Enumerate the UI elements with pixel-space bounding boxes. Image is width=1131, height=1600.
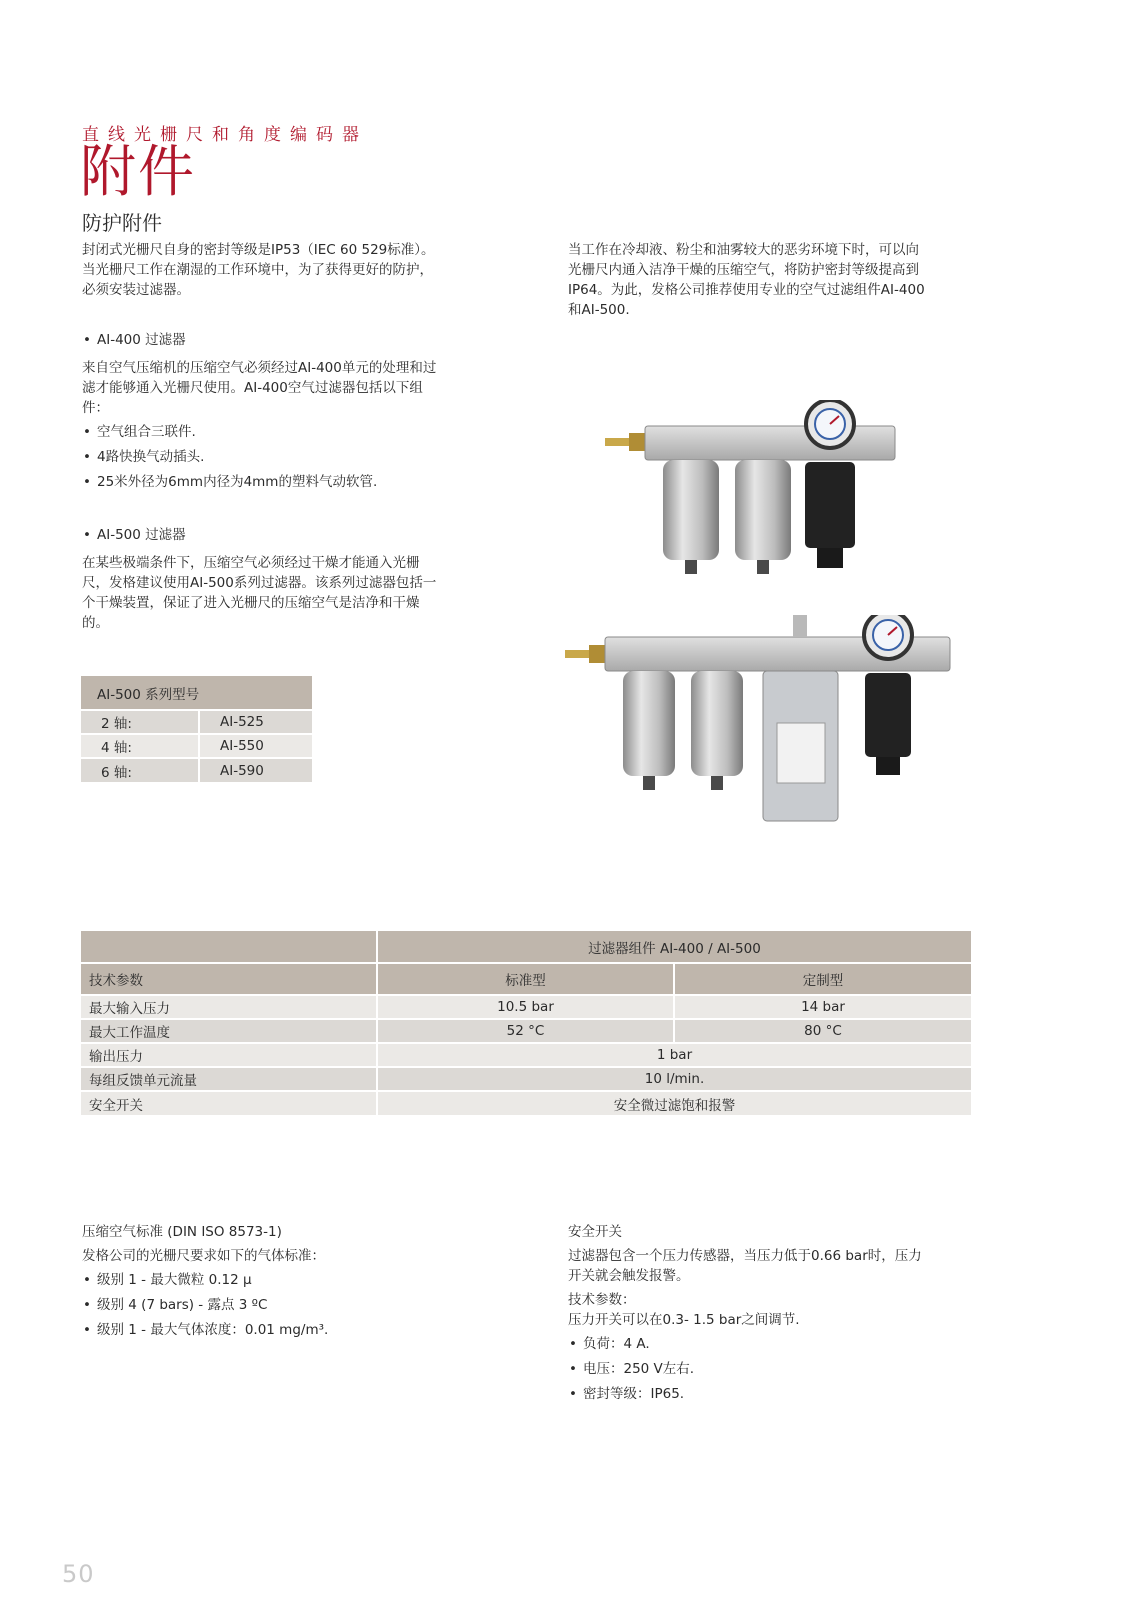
intro-left-line: 当光栅尺工作在潮湿的工作环境中，为了获得更好的防护， bbox=[82, 262, 433, 278]
spec-group-header: 过滤器组件 AI-400 / AI-500 bbox=[377, 931, 971, 963]
series-table-title: AI-500 系列型号 bbox=[81, 676, 312, 710]
page-number: 50 bbox=[62, 1560, 95, 1588]
safety-switch-item: • 电压：250 V左右. bbox=[568, 1359, 988, 1379]
ai400-desc-line: 件： bbox=[82, 400, 109, 416]
air-standard-desc: 发格公司的光栅尺要求如下的气体标准： bbox=[82, 1248, 325, 1264]
spec-param: 最大工作温度 bbox=[81, 1019, 377, 1043]
series-model: AI-525 bbox=[199, 710, 312, 734]
ai400-item: • 空气组合三联件. bbox=[82, 422, 502, 442]
ai500-desc-line: 尺，发格建议使用AI-500系列过滤器。该系列过滤器包括一 bbox=[82, 575, 437, 591]
ai500-section bbox=[82, 525, 502, 633]
spec-value: 10 l/min. bbox=[377, 1067, 971, 1091]
safety-switch-desc-line: 开关就会触发报警。 bbox=[568, 1268, 690, 1284]
series-axis: 2 轴: bbox=[81, 710, 199, 734]
table-row bbox=[81, 758, 312, 782]
series-table bbox=[81, 676, 312, 782]
air-standard-section bbox=[82, 1222, 522, 1340]
ai400-desc bbox=[82, 358, 502, 418]
section-title: 防护附件 bbox=[82, 211, 162, 235]
spec-param: 每组反馈单元流量 bbox=[81, 1067, 377, 1091]
intro-right-line: IP64。为此，发格公司推荐使用专业的空气过滤组件AI-400 bbox=[568, 282, 925, 298]
table-row bbox=[81, 1067, 971, 1091]
safety-switch-tech-heading: 技术参数： bbox=[568, 1292, 636, 1308]
safety-switch-item: • 密封等级：IP65. bbox=[568, 1384, 988, 1404]
spec-value: 安全微过滤饱和报警 bbox=[377, 1091, 971, 1115]
series-axis: 6 轴: bbox=[81, 758, 199, 782]
intro-left-line: 必须安装过滤器。 bbox=[82, 282, 190, 298]
safety-switch-desc bbox=[568, 1246, 988, 1286]
spec-value: 1 bar bbox=[377, 1043, 971, 1067]
safety-switch-item: • 负荷：4 A. bbox=[568, 1334, 988, 1354]
ai400-item: • 4路快换气动插头. bbox=[82, 447, 502, 467]
series-model: AI-590 bbox=[199, 758, 312, 782]
page-title: 附件 bbox=[80, 140, 196, 205]
safety-switch-tech-desc: 压力开关可以在0.3- 1.5 bar之间调节. bbox=[568, 1312, 800, 1328]
ai500-desc-line: 在某些极端条件下，压缩空气必须经过干燥才能通入光栅 bbox=[82, 555, 420, 571]
ai500-desc-line: 的。 bbox=[82, 615, 109, 631]
spec-param-header: 技术参数 bbox=[81, 963, 377, 995]
ai500-product-image bbox=[565, 615, 965, 845]
intro-right-line: 当工作在冷却液、粉尘和油雾较大的恶劣环境下时，可以向 bbox=[568, 242, 919, 258]
intro-right bbox=[568, 240, 988, 320]
ai500-desc-line: 个干燥装置，保证了进入光栅尺的压缩空气是洁净和干燥 bbox=[82, 595, 420, 611]
intro-left-line: 封闭式光栅尺自身的密封等级是IP53（IEC 60 529标准）。 bbox=[82, 242, 435, 258]
spec-value: 14 bar bbox=[674, 995, 971, 1019]
safety-switch-heading: 安全开关 bbox=[568, 1224, 622, 1240]
ai400-desc-line: 来自空气压缩机的压缩空气必须经过AI-400单元的处理和过 bbox=[82, 360, 437, 376]
spec-header-blank bbox=[81, 931, 377, 963]
air-standard-item: • 级别 4 (7 bars) - 露点 3 ºC bbox=[82, 1295, 522, 1315]
spec-col-standard: 标准型 bbox=[377, 963, 674, 995]
table-row bbox=[81, 1091, 971, 1115]
ai400-item: • 25米外径为6mm内径为4mm的塑料气动软管. bbox=[82, 472, 502, 492]
spec-table bbox=[81, 931, 971, 1115]
table-row bbox=[81, 710, 312, 734]
table-row bbox=[81, 1019, 971, 1043]
spec-value: 52 °C bbox=[377, 1019, 674, 1043]
safety-switch-desc-line: 过滤器包含一个压力传感器，当压力低于0.66 bar时，压力 bbox=[568, 1248, 922, 1264]
series-model: AI-550 bbox=[199, 734, 312, 758]
spec-param: 安全开关 bbox=[81, 1091, 377, 1115]
table-row bbox=[81, 734, 312, 758]
intro-left bbox=[82, 240, 502, 300]
ai400-desc-line: 滤才能够通入光栅尺使用。AI-400空气过滤器包括以下组 bbox=[82, 380, 423, 396]
ai500-desc bbox=[82, 553, 502, 633]
header-kicker: 直线光栅尺和角度编码器 bbox=[82, 125, 368, 145]
ai500-heading: • AI-500 过滤器 bbox=[82, 525, 502, 545]
spec-col-custom: 定制型 bbox=[674, 963, 971, 995]
air-standard-item: • 级别 1 - 最大微粒 0.12 μ bbox=[82, 1270, 522, 1290]
series-axis: 4 轴: bbox=[81, 734, 199, 758]
ai400-product-image bbox=[605, 400, 905, 590]
spec-value: 10.5 bar bbox=[377, 995, 674, 1019]
spec-param: 最大输入压力 bbox=[81, 995, 377, 1019]
intro-right-line: 光栅尺内通入洁净干燥的压缩空气，将防护密封等级提高到 bbox=[568, 262, 919, 278]
air-standard-heading: 压缩空气标准 (DIN ISO 8573-1) bbox=[82, 1224, 282, 1240]
intro-right-line: 和AI-500. bbox=[568, 302, 630, 318]
table-row bbox=[81, 1043, 971, 1067]
ai400-heading: • AI-400 过滤器 bbox=[82, 330, 502, 350]
table-row bbox=[81, 995, 971, 1019]
spec-value: 80 °C bbox=[674, 1019, 971, 1043]
safety-switch-section bbox=[568, 1222, 988, 1404]
ai400-section bbox=[82, 330, 502, 492]
air-standard-item: • 级别 1 - 最大气体浓度：0.01 mg/m³. bbox=[82, 1320, 522, 1340]
spec-param: 输出压力 bbox=[81, 1043, 377, 1067]
